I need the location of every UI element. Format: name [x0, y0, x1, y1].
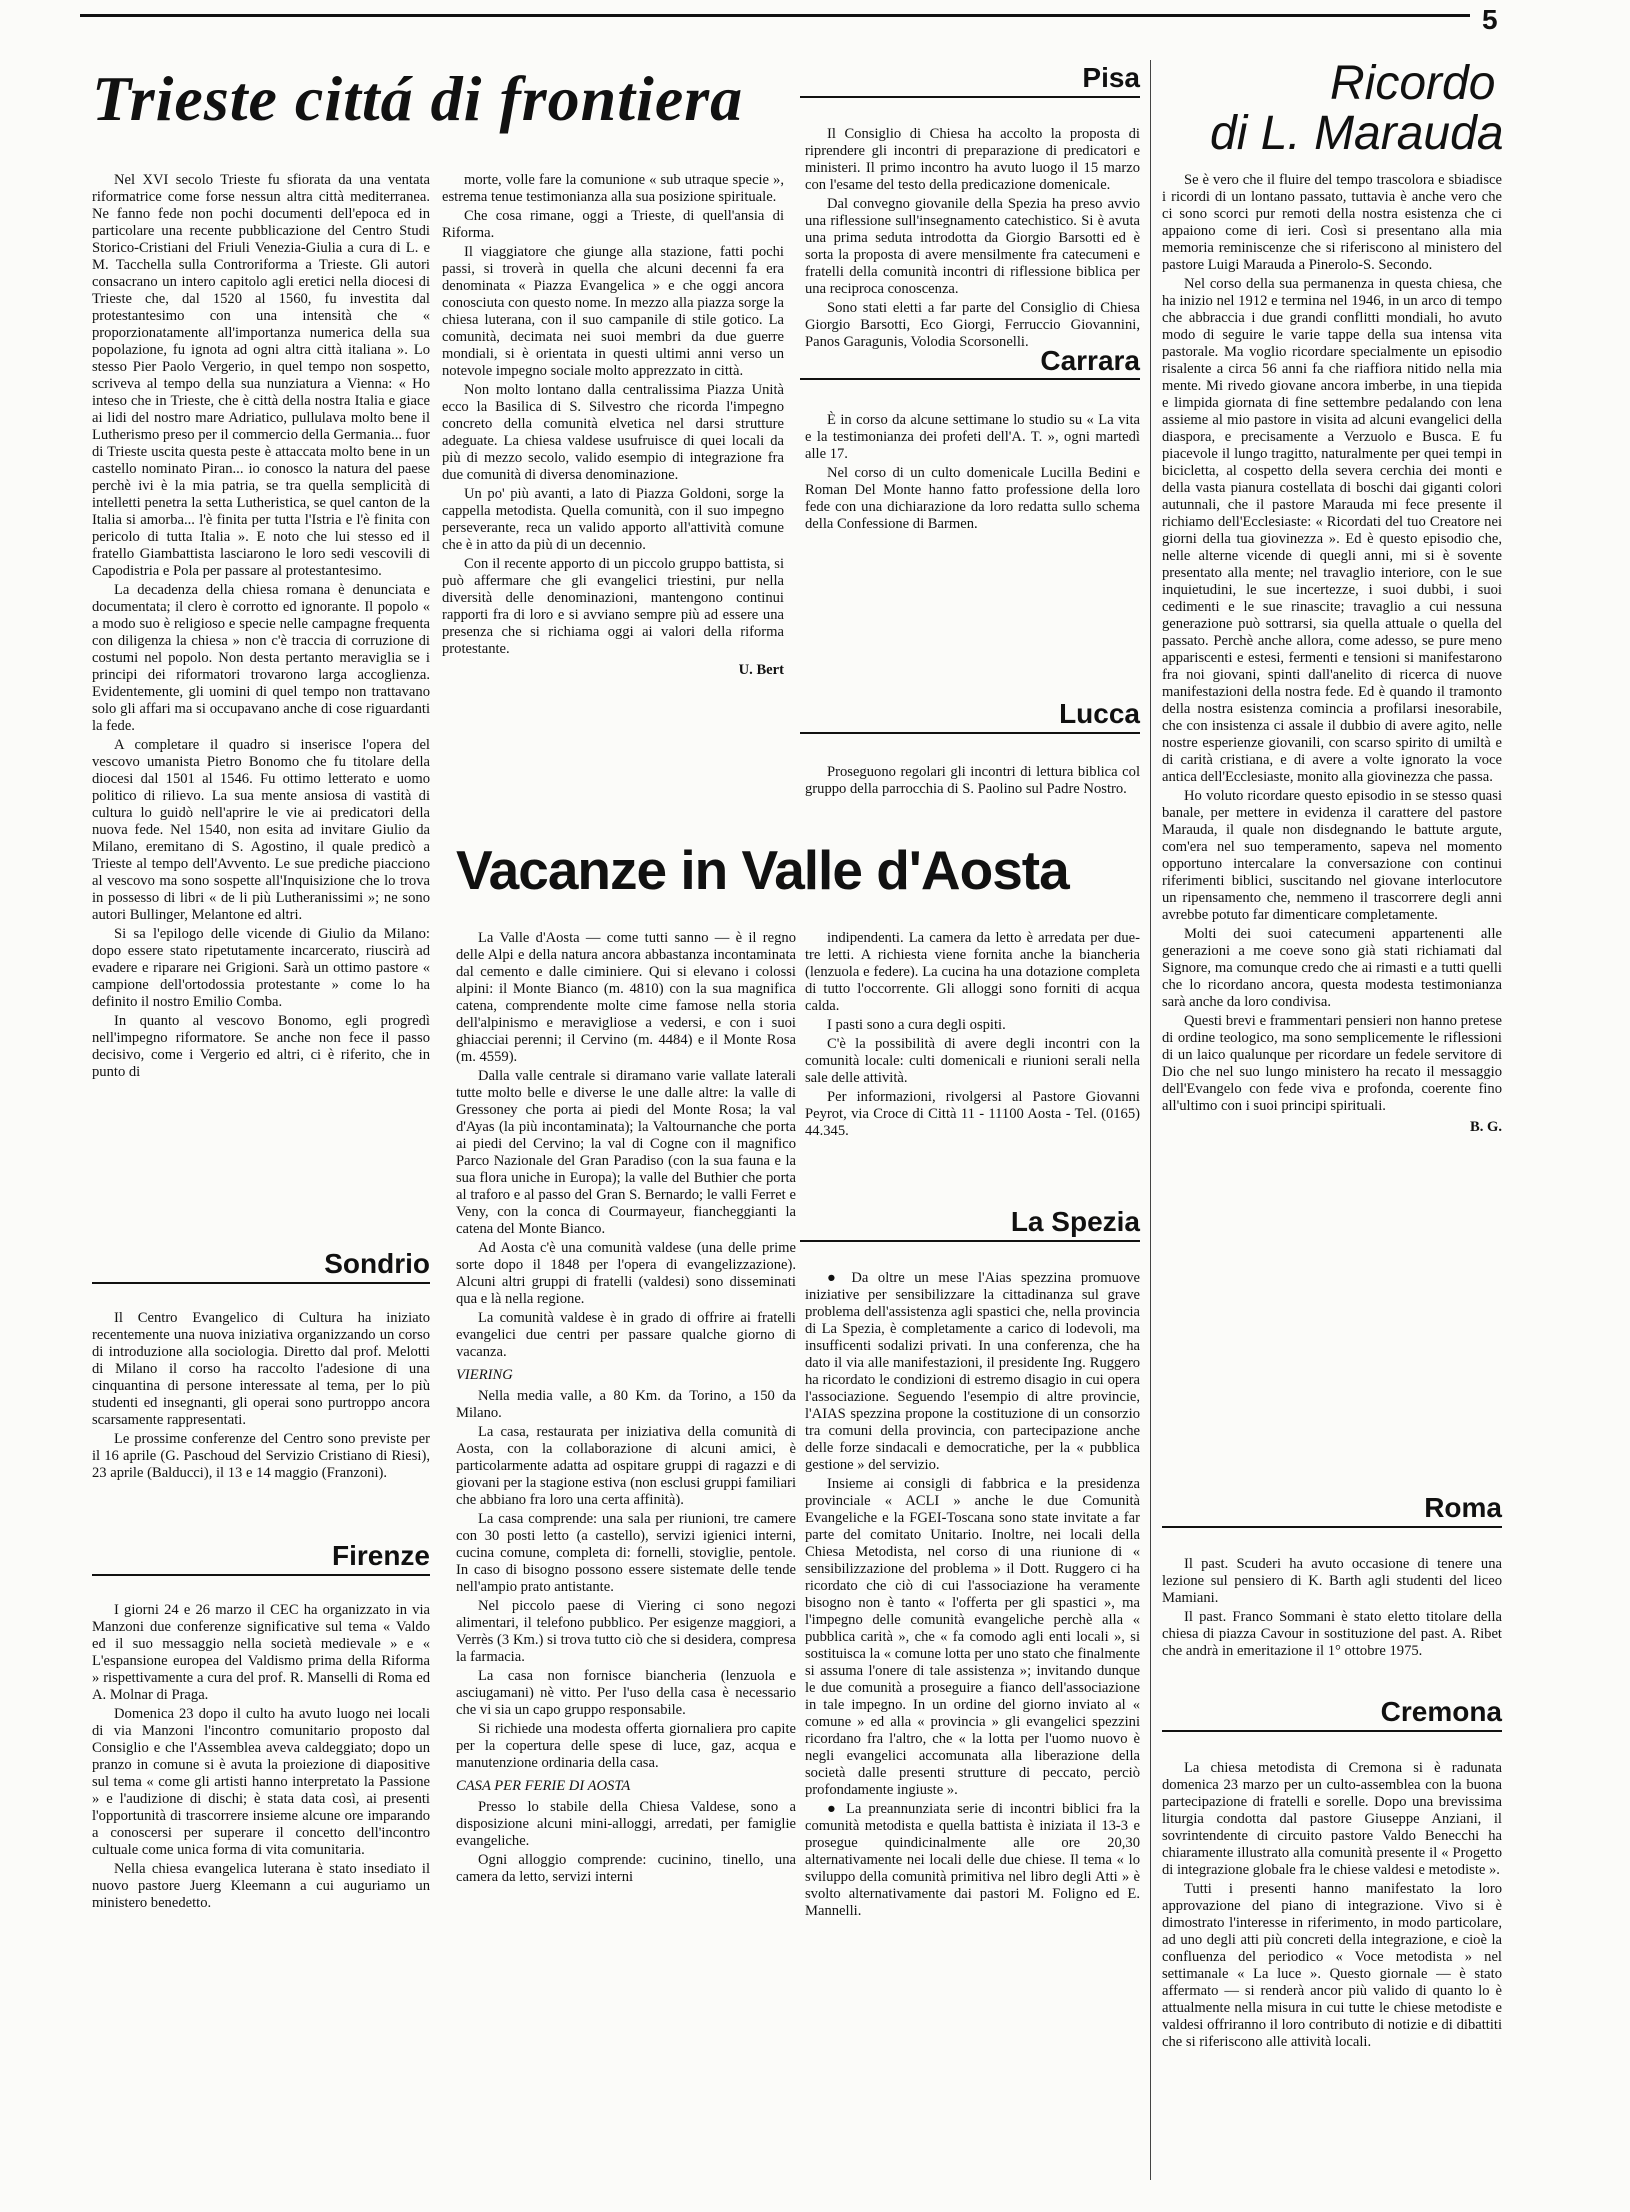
ricordo-p3: Ho voluto ricordare questo episodio in se stesso quasi banale, per mettere in evidenza il carattere del pastore Marauda, il quale non disdegnando le battute argute, com'era nel suo temperamento, sapeva nel momento opportuno intercalare la conversazione con continui riferimenti biblici, suscitando nel giovane interlocutore un ripensamento che, nemmeno il trascorrere degli anni avrebbe potuto far dimenticare completamente. — [1162, 788, 1502, 923]
laspezia-heading: La Spezia — [1010, 1206, 1140, 1237]
vacanze-headline: Vacanze in Valle d'Aosta — [456, 839, 1069, 901]
sondrio-p1: Il Centro Evangelico di Cultura ha iniziato recentemente una nuova iniziativa organizzando un corso di introduzione alla sociologia. Diretto dal prof. Melotti di Milano il corso ha raccolto l'adesione di una cinquantina di persone interessate al tema, per lo più studenti ed insegnanti, gli operai sono purtroppo ancora scarsamente rappresentati. — [92, 1310, 430, 1428]
ricordo-signature: B. G. — [1469, 1119, 1502, 1135]
vacanze-p2: Dalla valle centrale si diramano varie vallate laterali tutte molto belle e diverse le une dalle altre: la valle di Gressoney che porta ai piedi del Monte Rosa; la val d'Ayas (la più incontaminata); la Valtournanche che porta ai piedi del Cervino; la val di Cogne con il magnifico Parco Nazionale del Gran Paradiso (con la sua fauna e la sua flora uniche in Europa); la valle del Buthier che porta al traforo e al passo del Gran S. Bernardo; le valli Ferret e Veny, con la conca di Courmayeur, fiancheggianti la catena del Monte Bianco. — [456, 1068, 796, 1237]
roma-p1: Il past. Scuderi ha avuto occasione di tenere una lezione sul pensiero di K. Barth agli studenti del liceo Mamiani. — [1162, 1556, 1502, 1606]
ricordo-p1: Se è vero che il fluire del tempo trascolora e sbiadisce i ricordi di un lontano passato, tuttavia è anche vero che ci sono scorci pur remoti della nostra esistenza che ci appaiono come di ieri. Così si presentano alla mia memoria reminiscenze che si riferiscono al ministero del pastore Luigi Marauda a Pinerolo-S. Secondo. — [1162, 172, 1502, 273]
roma-p2: Il past. Franco Sommani è stato eletto titolare della chiesa di piazza Cavour in sostituzione del past. A. Ribet che andrà in emeritazione il 1° ottobre 1975. — [1162, 1609, 1502, 1659]
roma-body — [1162, 1556, 1502, 1662]
ricordo-body — [1162, 172, 1502, 1136]
sondrio-p2: Le prossime conferenze del Centro sono previste per il 16 aprile (G. Paschoud del Servizio Cristiano di Riesi), 23 aprile (Balducci), il 13 e 14 maggio (Franzoni). — [92, 1431, 430, 1481]
column-divider-right — [1150, 60, 1151, 2180]
pisa-p3: Sono stati eletti a far parte del Consiglio di Chiesa Giorgio Barsotti, Eco Giorgi, Ferruccio Giovannini, Panos Garagunis, Volodia Scorsonelli. — [805, 300, 1140, 350]
firenze-p2: Domenica 23 dopo il culto ha avuto luogo nei locali di via Manzoni l'incontro comunitario proposto dal Consiglio e che l'Assemblea aveva caldeggiato; dopo un pranzo in comune si è avuta la proiezione di diapositive sul tema « come gli artisti hanno interpretato la Passione » e l'audizione di dischi; è stata data così, ai presenti l'opportunità di trascorrere insieme alcune ore imparando a conoscersi per superare il concetto dell'incontro cultuale come unica forma di vita comunitaria. — [92, 1706, 430, 1858]
carrara-p1: È in corso da alcune settimane lo studio su « La vita e la testimonianza dei profeti dell'A. T. », ogni martedì alle 17. — [805, 412, 1140, 462]
trieste-p5: In quanto al vescovo Bonomo, egli progredì nell'impegno riformatore. Se anche non fece il passo decisivo, come i Vergerio ed altri, ci è riferito, che in punto di — [92, 1013, 430, 1080]
carrara-rule — [800, 378, 1140, 380]
laspezia-p2: Insieme ai consigli di fabbrica e la presidenza provinciale « ACLI » anche le due Comunità Evangeliche e la FGEI-Toscana sono state invitate a far parte del comitato Unitario. Inoltre, nei locali della Chiesa Metodista, nel corso di una riunione di « sensibilizzazione del problema » il Dott. Ruggero ci ha ricordato che ciò di cui l'associazione ha veramente bisogno non è tanto « l'offerta per gli spastici », ma l'impegno delle comunità evangeliche perchè alla « pubblica carità », che « fa comodo agli enti locali », si sostituisca la « comune lotta per uno stato che finalmente si assuma l'onere di tale assistenza »; invitando dunque le due comunità a proseguire a fianco dell'associazione in tale impegno. In un ordine del giorno inviato al « comune » ed alla « provincia » gli evangelici spezzini ricordano fra l'altro, che « la lotta per l'uomo nuovo è negli evangelici accomunata alla liberazione della società dalle presenti strutture di peccato, perciò profondamente ingiuste ». — [805, 1476, 1140, 1798]
ricordo-title-1: Ricordo — [1330, 57, 1496, 110]
sondrio-rule — [92, 1282, 430, 1284]
laspezia-p3: ● La preannunziata serie di incontri biblici fra la comunità metodista e quella battista è iniziata il 13-3 e prosegue quindicinalmente alle ore 20,30 alternativamente nei locali delle due chiese. Il tema « lo sviluppo della comunità primitiva nel libro degli Atti » è svolto alternativamente dai pastori M. Foligno ed E. Mannelli. — [805, 1801, 1140, 1919]
trieste-p9: Non molto lontano dalla centralissima Piazza Unità ecco la Basilica di S. Silvestro che ricorda l'impegno concreto della comunità elvetica nel darsi strutture adeguate. La chiesa valdese usufruisce di quei locali da più di mezzo secolo, valido esempio di integrazione fra due comunità di diversa denominazione. — [442, 382, 784, 483]
trieste-signature: U. Bert — [738, 662, 784, 678]
viering-heading: VIERING — [456, 1367, 513, 1383]
casa-heading: CASA PER FERIE DI AOSTA — [456, 1778, 631, 1794]
vacanze-p7: C'è la possibilità di avere degli incontri con la comunità locale: culti domenicali e riunioni serali nella sale delle attività. — [805, 1036, 1140, 1086]
trieste-p8: Il viaggiatore che giunge alla stazione, fatti pochi passi, si troverà in quella che alcuni decenni fa era denominata « Piazza Evangelica » e che oggi ancora conosciuta con questo nome. In mezzo alla piazza sorge la chiesa luterana, con il suo campanile di stile gotico. La comunità, decimata nei suoi membri da due guerre mondiali, si è orientata in questi ultimi anni verso un notevole impegno sociale molto apprezzato in città. — [442, 244, 784, 379]
lucca-body — [805, 764, 1140, 800]
roma-rule — [1162, 1526, 1502, 1528]
pisa-rule — [800, 96, 1140, 98]
viering-p4: Nel piccolo paese di Viering ci sono negozi alimentari, il telefono pubblico. Per esigenze maggiori, a Verrès (3 Km.) si trova tutto ciò che si desidera, compresa la farmacia. — [456, 1598, 796, 1665]
viering-p5: La casa non fornisce biancheria (lenzuola e asciugamani) nè vitto. Per l'uso della casa è necessario che vi sia un capo gruppo responsabile. — [456, 1668, 796, 1718]
viering-p3: La casa comprende: una sala per riunioni, tre camere con 30 posti letto (a castello), servizi igienici interni, cucina comune, completa di: fornelli, stoviglie, pentole. In caso di bisogno possono essere sistemate delle tende nell'ampio prato antistante. — [456, 1511, 796, 1595]
firenze-p1: I giorni 24 e 26 marzo il CEC ha organizzato in via Manzoni due conferenze significative sul tema « Valdo ed il suo messaggio nella società medievale » e « L'espansione europea del Valdismo prima della Riforma » rispettivamente a cura del prof. R. Manselli di Roma ed A. Molnar di Praga. — [92, 1602, 430, 1703]
pisa-p1: Il Consiglio di Chiesa ha accolto la proposta di riprendere gli incontri di preparazione di predicatori e ministeri. Il primo incontro ha avuto luogo il 15 marzo con l'esame del testo della predicazione domenicale. — [805, 126, 1140, 193]
cremona-p2: Tutti i presenti hanno manifestato la loro approvazione del piano di integrazione. Vivo si è dimostrato l'interesse in riferimento, in modo particolare, ad uno degli atti più concreti della integrazione, e cioè la confluenza del periodico « Voce metodista » nel settimanale « La luce ». Questo giornale — è stato affermato — si renderà ancor più valido di quanto lo è attualmente nella misura in cui tutte le chiese metodiste e valdesi offriranno il loro contributo di notizie e di dibattiti che si riferiscono alle attività locali. — [1162, 1881, 1502, 2050]
ricordo-title-2: di L. Marauda — [1210, 107, 1504, 160]
vacanze-p1: La Valle d'Aosta — come tutti sanno — è il regno delle Alpi e della natura ancora abbastanza incontaminata dal cemento e dalle ciminiere. Qui si elevano i colossi alpini: il Monte Bianco (m. 4810) con la sua magnifica catena, comprendente molte cime famose nella storia dell'alpinismo e meravigliose a vedersi, e con i suoi ghiacciai perenni; il Cervino (m. 4484) e il Monte Rosa (m. 4559). — [456, 930, 796, 1065]
vacanze-p6: I pasti sono a cura degli ospiti. — [827, 1017, 1006, 1033]
cremona-p1: La chiesa metodista di Cremona si è radunata domenica 23 marzo per un culto-assemblea con la buona partecipazione di fratelli e sorelle. Dopo una brevissima liturgia condotta dal pastore Giuseppe Anziani, il sovrintendente di circuito pastore Valdo Benecchi ha chiaramente illustrato alla comunità presente il « Progetto di integrazione globale fra le chiese valdesi e metodiste ». — [1162, 1760, 1502, 1878]
trieste-col2 — [442, 172, 784, 679]
viering-p6: Si richiede una modesta offerta giornaliera pro capite per la copertura delle spese di luce, gaz, acqua e manutenzione ordinaria della casa. — [456, 1721, 796, 1771]
lucca-p1: Proseguono regolari gli incontri di lettura biblica col gruppo della parrocchia di S. Paolino sul Padre Nostro. — [805, 764, 1140, 797]
laspezia-body — [805, 1270, 1140, 1922]
trieste-p6: morte, volle fare la comunione « sub utraque specie », estrema tenue testimonianza alla sua posizione spirituale. — [442, 172, 784, 205]
cremona-body — [1162, 1760, 1502, 2053]
page-number: 5 — [1482, 4, 1498, 35]
carrara-heading: Carrara — [1040, 345, 1140, 376]
trieste-p4: Si sa l'epilogo delle vicende di Giulio da Milano: dopo essere stato ripetutamente incarcerato, riuscirà ad evadere e riparare nei Grigioni. Sarà un ottimo pastore « campione dell'ortodossia protestante » come lo ha definito il nostro Emilio Comba. — [92, 926, 430, 1010]
firenze-heading: Firenze — [331, 1540, 430, 1571]
pisa-p2: Dal convegno giovanile della Spezia ha preso avvio una riflessione sull'insegnamento catechistico. Si è avuta una prima seduta introdotta da Giorgio Barsotti ed è sorta la proposta di avere mensilmente fra catecumeni e fratelli della comunità incontri di riflessione biblica per una reciproca conoscenza. — [805, 196, 1140, 297]
top-rule — [80, 14, 1470, 17]
cremona-heading: Cremona — [1380, 1696, 1502, 1727]
trieste-p3: A completare il quadro si inserisce l'opera del vescovo umanista Pietro Bonomo che fu titolare della diocesi dal 1501 al 1546. Fu ottimo letterato e uomo politico di rilievo. La sua mente ansiosa di vastità di cultura lo guidò nell'aprire le vie ai predicatori della nuova fede. Nel 1540, non esita ad invitare Giulio da Milano, eremitano di S. Agostino, il quale predicò a Trieste al tempo dell'Avvento. Le sue prediche piacciono al vescovo ma sono sospette all'Inquisizione che lo trova in possesso di libri « de li più Lutheranissimi »; ne sono autori Bullinger, Melantone ed altri. — [92, 737, 430, 923]
trieste-p10: Un po' più avanti, a lato di Piazza Goldoni, sorge la cappella metodista. Quella comunità, con il suo impegno perseverante, reca un valido apporto all'attività comune che è in atto da più di un decennio. — [442, 486, 784, 553]
trieste-p1: Nel XVI secolo Trieste fu sfiorata da una ventata riformatrice come forse nessun altra città mediterranea. Ne fanno fede non pochi documenti dell'epoca ed in particolare una recente pubblicazione del Centro Studi Storico-Cristiani del Friuli Venezia-Giulia a cura di L. e M. Tacchella sulla Controriforma a Trieste. Gli autori consacrano un intero capitolo agli eretici nella diocesi di Trieste che, dal 1520 al 1560, fu investita dal protestantesimo con una intensità che « proporzionatamente all'importanza numerica della sua popolazione, fu ignota ad ogni altra città italiana ». Lo stesso Pier Paolo Vergerio, in quel tempo non sospetto, scriveva al tempo della sua nunziatura a Vienna: « Ho inteso che in Trieste, che è città della nostra Italia e giace ai lidi del nostro mare Adriatico, pullulava molto bene il Lutherismo preso per il commercio della Germania... fuor di Trieste uscita questa peste è attaccata molto bene in un castello nominato Piran... io conosco la natura del paese perchè ivi è la mia patria, se tra quella semplicità di intelletti penetra la setta Lutheristica, se quel canton de la Italia si amorba... l'è finita per tutta l'Istria e l'è finita con pericolo di tutta Italia ». E noto che lui stesso ed il fratello Giambattista lasciarono le loro sedi vescovili di Capodistria e Pola per passare al protestantesimo. — [92, 172, 430, 579]
roma-heading: Roma — [1424, 1492, 1502, 1523]
firenze-body — [92, 1602, 430, 1914]
ricordo-p5: Questi brevi e frammentari pensieri non hanno pretese di ordine teologico, ma sono semplicemente le riflessioni di un laico qualunque per ricordare un fedele servitore di Dio che nel suo lungo ministero ha recato il messaggio dell'Evangelo con fede viva e profonda, coerente fino all'ultimo con i suoi principi spirituali. — [1162, 1013, 1502, 1114]
trieste-col1 — [92, 172, 430, 1083]
sondrio-body — [92, 1310, 430, 1484]
vacanze-col2 — [805, 930, 1140, 1142]
pisa-heading: Pisa — [1082, 62, 1140, 93]
ricordo-p4: Molti dei suoi catecumeni appartenenti alle generazioni a me coeve sono già stati richiamati dal Signore, ma comunque credo che ai rimasti e a tutti quelli che lo ricordano ancora, questa modesta testimonianza sarà anche da loro condivisa. — [1162, 926, 1502, 1010]
firenze-p3: Nella chiesa evangelica luterana è stato insediato il nuovo pastore Juerg Kleemann a cui auguriamo un ministero benedetto. — [92, 1861, 430, 1911]
laspezia-rule — [800, 1240, 1140, 1242]
trieste-headline: Trieste cittá di frontiera — [92, 63, 744, 134]
ricordo-p2: Nel corso della sua permanenza in questa chiesa, che ha inizio nel 1912 e termina nel 1946, in un arco di tempo che abbraccia i due grandi conflitti mondiali, ho avuto modo di seguire le varie tappe della sua intensa vita pastorale. Ma voglio ricordare specialmente un episodio risalente a circa 56 anni fa che riaffiora nitido nella mia mente. Mi rivedo giovane ancora imberbe, in una tiepida e limpida giornata di fine settembre pedalando con lena assieme al mio pastore in visita ad alcuni evangelici della diaspora, e precisamente a Verzuolo e Busca. E fu piacevole il lungo tragitto, naturalmente per quei tempi in bicicletta, al cospetto della severa cerchia dei monti e della vasta pianura costellata di boschi dai giganti colori autunnali, che il pastore Marauda mi fece presente il richiamo dell'Ecclesiaste: « Ricordati del tuo Creatore nei giorni della tua giovinezza ». Ed è questo episodio che, nelle alterne vicende di quegli anni, mi si è sovente presentato alla mente; nel travaglio interiore, con le sue inquietudini, le sue incertezze, i suoi dubbi, i suoi cedimenti e le sue rinascite; travaglio a cui nessuna generazione può sottrarsi, sia quella attuale o quella del passato. Perchè anche allora, come adesso, se pure meno appariscenti e estesi, fermenti e tensioni si manifestarono fra noi giovani, spinti dall'anelito di ricerca di nuove manifestazioni della nostra fede. Ed è quando il tramonto della nostra esistenza comincia a profilarsi inesorabile, che con insistenza ci assale il dubbio di avere agito, nelle nostre esperienze giovanili, con scarso spirito di umiltà e di carità cristiana, e di avere a volte ignorato la voce antica dell'Ecclesiaste, monito alla giovinezza che passa. — [1162, 276, 1502, 785]
lucca-heading: Lucca — [1059, 698, 1140, 729]
sondrio-heading: Sondrio — [324, 1248, 430, 1279]
laspezia-p1: ● Da oltre un mese l'Aias spezzina promuove iniziative per sensibilizzare la cittadinanza sul grave problema dell'assistenza agli spastici che, nella provincia di La Spezia, è completamente a carico di lodevoli, ma insufficenti sodalizi privati. In una conferenza, che ha dato il via alle manifestazioni, il presidente Ing. Ruggero ha ricordato le condizioni di estremo disagio in cui opera l'associazione. Seguendo l'esempio di altre provincie, l'AIAS spezzina propone la costituzione di un consorzio tra comuni della provincia, con partecipazione anche delle forze sindacali e democratiche, per la « pubblica gestione » del servizio. — [805, 1270, 1140, 1473]
casa-p1: Presso lo stabile della Chiesa Valdese, sono a disposizione alcuni mini-alloggi, arredati, per famiglie evangeliche. — [456, 1799, 796, 1849]
pisa-body — [805, 126, 1140, 353]
carrara-body — [805, 412, 1140, 535]
vacanze-p3: Ad Aosta c'è una comunità valdese (una delle prime sorte dopo il 1848 per l'opera di evangelizzazione). Alcuni altri gruppi di fratelli (valdesi) sono disseminati qua e là nella regione. — [456, 1240, 796, 1307]
trieste-p7: Che cosa rimane, oggi a Trieste, di quell'ansia di Riforma. — [442, 208, 784, 241]
carrara-p2: Nel corso di un culto domenicale Lucilla Bedini e Roman Del Monte hanno fatto professione della loro fede con una dichiarazione da loro redatta sullo schema della Confessione di Barmen. — [805, 465, 1140, 532]
viering-p1: Nella media valle, a 80 Km. da Torino, a 150 da Milano. — [456, 1388, 796, 1421]
vacanze-p4: La comunità valdese è in grado di offrire ai fratelli evangelici due centri per passare qualche giorno di vacanza. — [456, 1310, 796, 1360]
trieste-p11: Con il recente apporto di un piccolo gruppo battista, si può affermare che gli evangelici triestini, pur nella diversità delle denominazioni, mantengono continui rapporti fra di loro e si avviano sempre più ad essere una presenza che si richiama oggi ai valori della riforma protestante. — [442, 556, 784, 657]
firenze-rule — [92, 1574, 430, 1576]
vacanze-col1 — [456, 930, 796, 1888]
cremona-rule — [1162, 1730, 1502, 1732]
casa-p2: Ogni alloggio comprende: cucinino, tinello, una camera da letto, servizi interni — [456, 1852, 796, 1885]
vacanze-p5: indipendenti. La camera da letto è arredata per due-tre letti. A richiesta viene fornita anche la biancheria (lenzuola e federe). La cucina ha una dotazione completa di tutto l'occorrente. Gli alloggi sono forniti di acqua calda. — [805, 930, 1140, 1014]
trieste-p2: La decadenza della chiesa romana è denunciata e documentata; il clero è corrotto ed ignorante. Il popolo « a modo suo è religioso e specie nelle campagne frequenta con diligenza la chiesa » non c'è traccia di corruzione di costumi nel popolo. Non desta pertanto meraviglia se i principi dei riformatori trovarono larga accoglienza. Evidentemente, gli uomini di quel tempo non trattavano solo gli affari ma si occupavano anche di cose riguardanti la fede. — [92, 582, 430, 734]
viering-p2: La casa, restaurata per iniziativa della comunità di Aosta, con la collaborazione di alcuni amici, è particolarmente adatta ad ospitare gruppi di ragazzi e di giovani per la stagione estiva (non esclusi gruppi familiari che abbiano fra loro una certa affinità). — [456, 1424, 796, 1508]
lucca-rule — [800, 732, 1140, 734]
vacanze-p8: Per informazioni, rivolgersi al Pastore Giovanni Peyrot, via Croce di Città 11 - 11100 Aosta - Tel. (0165) 44.345. — [805, 1089, 1140, 1139]
